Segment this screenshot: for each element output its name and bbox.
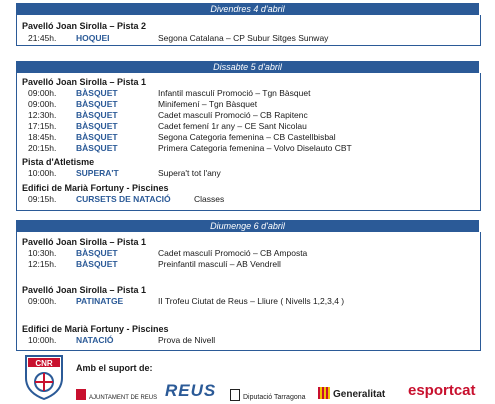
event-desc: Infantil masculí Promoció – Tgn Bàsquet: [158, 88, 311, 98]
event-time: 09:00h.: [28, 296, 57, 306]
reus-logo: REUS: [165, 381, 217, 400]
event-sport: BÀSQUET: [76, 110, 118, 120]
venue-saturday-2: Pista d'Atletisme: [22, 157, 95, 167]
event-desc: Cadet masculí Promoció – CB Rapitenc: [158, 110, 308, 120]
event-sport: HOQUEI: [76, 33, 110, 43]
event-sport: BÀSQUET: [76, 259, 118, 269]
venue-saturday-1: Pavelló Joan Sirolla – Pista 1: [22, 77, 147, 87]
event-row: [28, 259, 281, 270]
event-time: 18:45h.: [28, 132, 57, 142]
generalitat-logo: [318, 384, 385, 402]
event-sport: BÀSQUET: [76, 143, 118, 153]
event-desc: Cadet femení 1r any – CE Sant Nicolau: [158, 121, 307, 131]
event-time: 09:15h.: [28, 194, 57, 204]
event-time: 12:15h.: [28, 259, 57, 269]
event-row: [28, 143, 352, 154]
diputacio-icon: [230, 389, 240, 401]
event-row: [28, 110, 308, 121]
event-row: [28, 132, 336, 143]
event-sport: SUPERA'T: [76, 168, 119, 178]
event-desc: Cadet masculí Promoció – CB Amposta: [158, 248, 308, 258]
generalitat-flag-icon: [318, 387, 330, 399]
event-time: 09:00h.: [28, 99, 57, 109]
ajuntament-shield-icon: [76, 389, 86, 400]
diputacio-logo: [230, 386, 306, 404]
event-desc: Classes: [194, 194, 225, 204]
event-row: [28, 335, 216, 346]
day-header-saturday: Dissabte 5 d'abril: [16, 61, 479, 73]
event-desc: Segona Categoria femenina – CB Castellbisbal: [158, 132, 336, 142]
support-label: Amb el suport de:: [76, 363, 153, 373]
event-desc: Supera't tot l'any: [158, 168, 221, 178]
event-row: [28, 99, 258, 110]
event-desc: Preinfantil masculí – AB Vendrell: [158, 259, 281, 269]
venue-friday: Pavelló Joan Sirolla – Pista 2: [22, 21, 147, 31]
diputacio-text: Diputació Tarragona: [243, 394, 306, 401]
event-desc: Minifemení – Tgn Bàsquet: [158, 99, 258, 109]
event-sport: BÀSQUET: [76, 88, 118, 98]
event-sport: CURSETS DE NATACIÓ: [76, 194, 171, 204]
event-row: [28, 248, 308, 259]
event-sport: BÀSQUET: [76, 99, 118, 109]
venue-sunday-1: Pavelló Joan Sirolla – Pista 1: [22, 237, 147, 247]
venue-saturday-3: Edifici de Marià Fortuny - Piscines: [22, 183, 169, 193]
cnr-crest-text: CNR: [35, 359, 53, 368]
event-desc: II Trofeu Ciutat de Reus – Lliure ( Nivells 1,2,3,4 ): [158, 296, 345, 306]
day-header-sunday: Diumenge 6 d'abril: [16, 220, 479, 232]
event-row: [28, 33, 329, 44]
venue-sunday-3: Edifici de Marià Fortuny - Piscines: [22, 324, 169, 334]
event-time: 10:30h.: [28, 248, 57, 258]
ajuntament-logo: [76, 386, 157, 404]
event-sport: BÀSQUET: [76, 132, 118, 142]
cnr-crest-icon: [20, 352, 68, 400]
esportcat-logo: esportcat: [408, 382, 476, 399]
event-row: [28, 88, 311, 99]
event-time: 20:15h.: [28, 143, 57, 153]
event-sport: BÀSQUET: [76, 121, 118, 131]
event-row: [28, 168, 221, 179]
event-sport: PATINATGE: [76, 296, 124, 306]
event-time: 12:30h.: [28, 110, 57, 120]
event-sport: BÀSQUET: [76, 248, 118, 258]
event-desc: Prova de Nivell: [158, 335, 216, 345]
event-desc: Segona Catalana – CP Subur Sitges Sunway: [158, 33, 329, 43]
event-time: 17:15h.: [28, 121, 57, 131]
venue-sunday-2: Pavelló Joan Sirolla – Pista 1: [22, 285, 147, 295]
event-time: 10:00h.: [28, 335, 57, 345]
event-time: 10:00h.: [28, 168, 57, 178]
event-sport: NATACIÓ: [76, 335, 114, 345]
event-row: [28, 121, 307, 132]
event-row: [28, 296, 345, 307]
event-row: [28, 194, 225, 205]
generalitat-text: Generalitat: [333, 389, 386, 400]
event-desc: Primera Categoria femenina – Volvo Diselauto CBT: [158, 143, 352, 153]
ajuntament-text: AJUNTAMENT DE REUS: [89, 395, 158, 401]
event-time: 09:00h.: [28, 88, 57, 98]
day-header-friday: Divendres 4 d'abril: [16, 3, 479, 15]
event-time: 21:45h.: [28, 33, 57, 43]
